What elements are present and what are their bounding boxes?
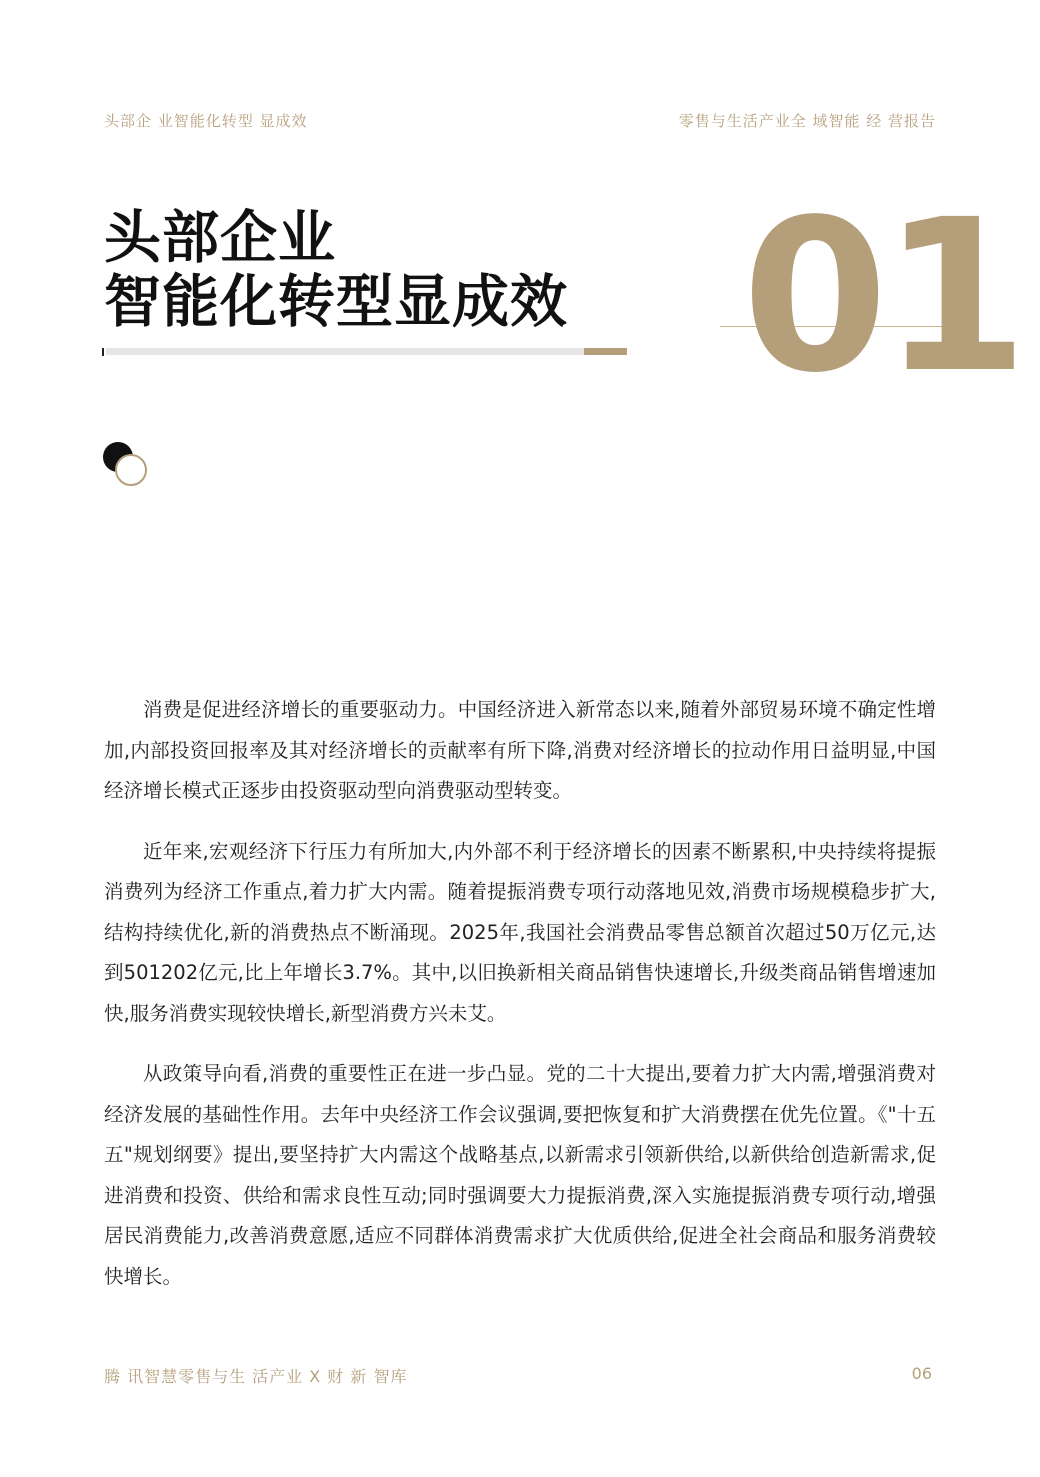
page-title-line-1: 头部企业: [104, 205, 336, 271]
section-number: 01: [742, 174, 1023, 419]
header-report-title: 零售与生活产业全 域智能 经 营报告: [678, 112, 936, 130]
paragraph: 从政策导向看,消费的重要性正在进一步凸显。党的二十大提出,要着力扩大内需,增强消费对经济发展的基础性作用。去年中央经济工作会议强调,要把恢复和扩大消费摆在优先位置。《"十五五"规划纲要》提出,要坚持扩大内需这个战略基点,以新需求引领新供给,以新供给创造新需求,促进消费和投资、供给和需求良性互动;同时强调要大力提振消费,深入实施提振消费专项行动,增强居民消费能力,改善消费意愿,适应不同群体消费需求扩大优质供给,促进全社会商品和服务消费较快增长。: [104, 1062, 936, 1288]
page-title-line-2: 智能化转型显成效: [104, 269, 568, 335]
paragraph: 近年来,宏观经济下行压力有所加大,内外部不利于经济增长的因素不断累积,中央持续将提振消费列为经济工作重点,着力扩大内需。随着提振消费专项行动落地见效,消费市场规模稳步扩大,结构持续优化,新的消费热点不断涌现。2025年,我国社会消费品零售总额首次超过50万亿元,达到501202亿元,比上年增长3.7%。其中,以旧换新相关商品销售快速增长,升级类商品销售增速加快,服务消费实现较快增长,新型消费方兴未艾。: [104, 839, 936, 1025]
page-title: [104, 206, 568, 334]
underline-tick: [102, 348, 104, 356]
outlined-circle-icon: [115, 454, 147, 486]
underline-gray-bar: [106, 348, 586, 355]
decorative-circles-icon: [103, 442, 147, 486]
footer-publisher: 腾 讯智慧零售与生 活产业 X 财 新 智库: [104, 1367, 408, 1386]
section-number-block: [720, 174, 1023, 419]
title-underline: [102, 348, 627, 356]
header-section-title: 头部企 业智能化转型 显成效: [104, 112, 308, 130]
page-number: 06: [911, 1364, 932, 1383]
paragraph: 消费是促进经济增长的重要驱动力。中国经济进入新常态以来,随着外部贸易环境不确定性增加,内部投资回报率及其对经济增长的贡献率有所下降,消费对经济增长的拉动作用日益明显,中国经济增长模式正逐步由投资驱动型向消费驱动型转变。: [104, 698, 936, 802]
underline-gold-bar: [584, 348, 627, 355]
body-text: [104, 690, 936, 1317]
